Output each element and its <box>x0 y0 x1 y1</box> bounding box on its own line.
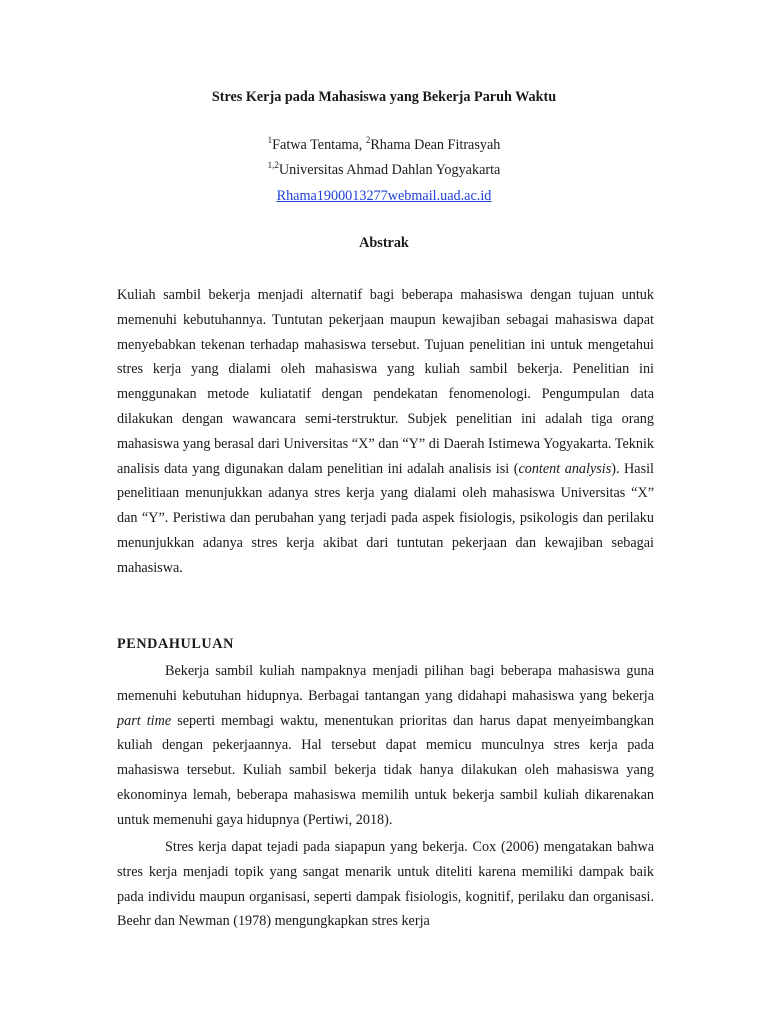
abstract-text-part-2: ). Hasil penelitiaan menunjukkan adanya stres kerja yang dialami oleh mahasiswa Universitas “X” dan “Y”. Peristiwa dan perubahan yang terjadi pada aspek fisiologis, psikologis dan perilaku menunjukkan adanya stres kerja akibat dari tuntutan pekerjaan dan kewajiban sebagai mahasiswa. <box>117 460 654 576</box>
author-line <box>0 137 768 154</box>
intro-paragraph-2 <box>117 835 654 934</box>
abstract-text-part-1: Kuliah sambil bekerja menjadi alternatif bagi beberapa mahasiswa dengan tujuan untuk memenuhi kebutuhannya. Tuntutan pekerjaan maupun kewajiban sebagai mahasiswa dapat menyebabkan tekenan terhadap mahasiswa tersebut. Tujuan penelitian ini untuk mengetahui stres kerja yang dialami oleh mahasiswa yang kuliah sambil bekerja. Penelitian ini menggunakan metode kuliatatif dengan pendekatan fenomenologi. Pengumpulan data dilakukan dengan wawancara semi-terstruktur. Subjek penelitian ini adalah tiga orang mahasiswa yang berasal dari Universitas “X” dan “Y” di Daerah Istimewa Yogyakarta. Teknik analisis data yang digunakan dalam penelitian ini adalah analisis isi ( <box>117 287 654 477</box>
affiliation-superscript: 1,2 <box>267 160 279 170</box>
author-1-superscript: 1 <box>267 135 273 145</box>
affiliation-line <box>0 162 768 179</box>
author-2-superscript: 2 <box>365 135 371 145</box>
paper-title: Stres Kerja pada Mahasiswa yang Bekerja Paruh Waktu <box>211 89 557 105</box>
affiliation-name: Universitas Ahmad Dahlan Yogyakarta <box>278 162 501 178</box>
email-link[interactable]: Rhama1900013277webmail.uad.ac.id <box>276 188 492 204</box>
intro-p1-text-part-2: seperti membagi waktu, menentukan prioritas dan harus dapat menyeimbangkan kuliah dengan pekerjaannya. Hal tersebut dapat memicu munculnya stres kerja pada mahasiswa tersebut. Kuliah sambil bekerja tidak hanya dilakukan oleh mahasiswa yang ekonominya lemah, beberapa mahasiswa memilih untuk bekerja sambil kuliah dikarenakan untuk memenuhi gaya hidupnya (Pertiwi, 2018). <box>117 712 655 828</box>
abstract-italic-term: content analysis <box>518 460 612 477</box>
abstract-paragraph <box>117 283 654 581</box>
email-line <box>0 188 768 205</box>
author-1-name: Fatwa Tentama, <box>272 137 366 153</box>
author-2-name: Rhama Dean Fitrasyah <box>370 137 501 153</box>
section-heading: PENDAHULUAN <box>117 636 234 652</box>
intro-p2-text: Stres kerja dapat tejadi pada siapapun yang bekerja. Cox (2006) mengatakan bahwa stres kerja menjadi topik yang sangat menarik untuk diteliti karena memiliki dampak baik pada individu maupun organisasi, seperti dampak fisiologis, kognitif, perilaku dan organisasi. Beehr dan Newman (1978) mengungkapkan stres kerja <box>117 839 654 930</box>
abstract-heading: Abstrak <box>359 235 409 251</box>
intro-p1-text-part-1: Bekerja sambil kuliah nampaknya menjadi pilihan bagi beberapa mahasiswa guna memenuhi kebutuhan hidupnya. Berbagai tantangan yang didahapi mahasiswa yang bekerja <box>117 663 654 704</box>
intro-paragraph-1 <box>117 659 654 833</box>
intro-p1-italic-term: part time <box>117 712 172 729</box>
